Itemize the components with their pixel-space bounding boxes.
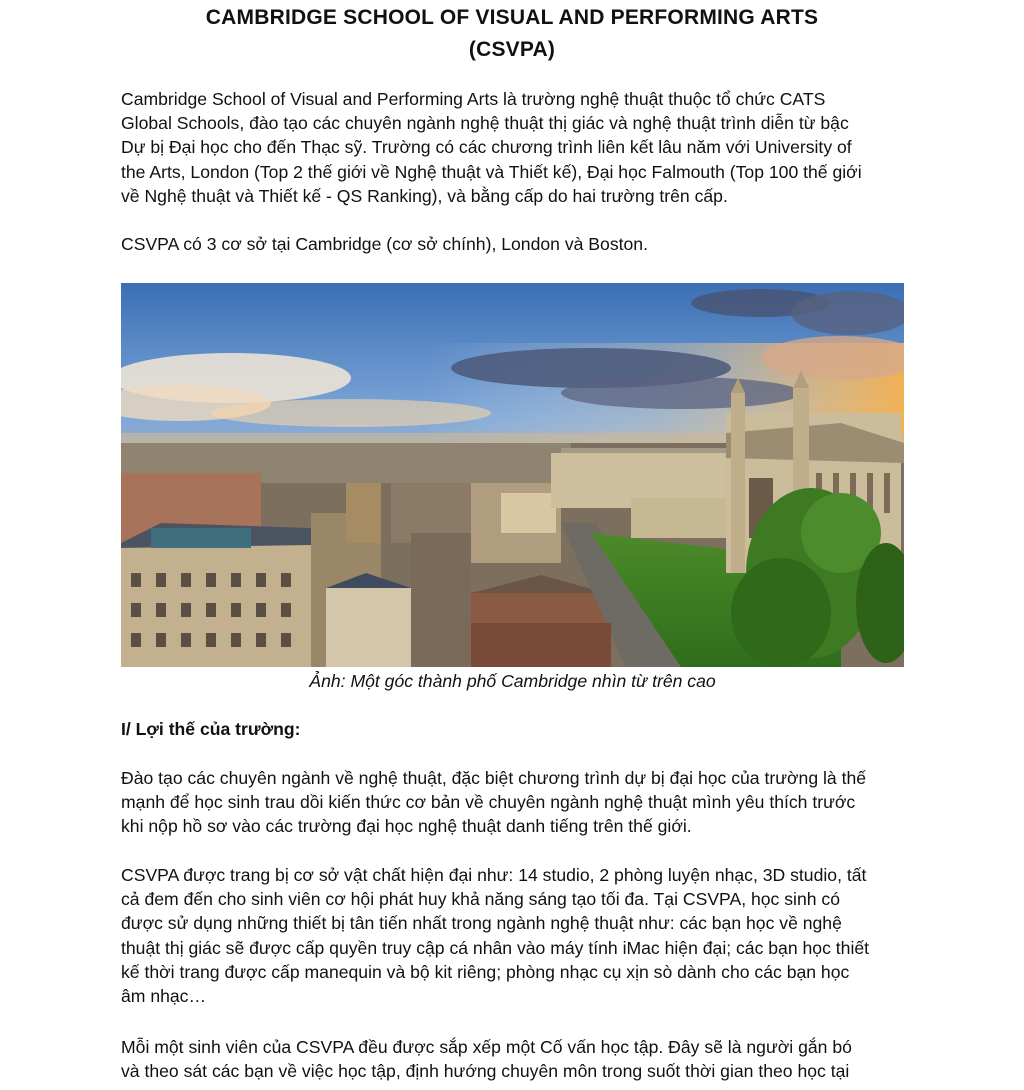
facilities-paragraph	[121, 863, 911, 1008]
text-line: Global Schools, đào tạo các chuyên ngành nghệ thuật thị giác và nghệ thuật trình diễn từ bậc	[121, 113, 849, 134]
text-line: âm nhạc…	[121, 986, 207, 1007]
text-line: thuật thị giác sẽ được cấp quyền truy cập cá nhân vào máy tính iMac hiện đại; các bạn học thiết	[121, 937, 870, 958]
text-line: cả đem đến cho sinh viên cơ hội phát huy khả năng sáng tạo tối đa. Tại CSVPA, học sinh có	[121, 889, 840, 910]
intro-paragraph	[121, 87, 911, 208]
text-line: Mỗi một sinh viên của CSVPA đều được sắp xếp một Cố vấn học tập. Đây sẽ là người gắn bó	[121, 1037, 852, 1057]
text-line: kế thời trang được cấp manequin và bộ kit riêng; phòng nhạc cụ xịn sò dành cho các bạn học	[121, 961, 850, 982]
advantage-paragraph	[121, 766, 911, 839]
cambridge-aerial-photo	[121, 283, 904, 667]
campus-paragraph	[121, 232, 911, 256]
text-line: và theo sát các bạn về việc học tập, định hướng chuyên môn trong suốt thời gian theo học tại	[121, 1061, 850, 1082]
document-title	[0, 2, 1024, 66]
text-line: Đào tạo các chuyên ngành về nghệ thuật, đặc biệt chương trình dự bị đại học của trường là thế	[121, 768, 867, 788]
text-line: Dự bị Đại học cho đến Thạc sỹ. Trường có các chương trình liên kết lâu năm với University of	[121, 137, 852, 158]
advisor-paragraph	[121, 1035, 911, 1083]
section-heading: I/ Lợi thế của trường:	[121, 719, 301, 739]
text-line: CSVPA được trang bị cơ sở vật chất hiện đại như: 14 studio, 2 phòng luyện nhạc, 3D studio, tất	[121, 865, 867, 885]
photo-caption: Ảnh: Một góc thành phố Cambridge nhìn từ trên cao	[309, 671, 716, 691]
text-line: khi nộp hồ sơ vào các trường đại học nghệ thuật danh tiếng trên thế giới.	[121, 816, 692, 837]
text-line: mạnh để học sinh trau dồi kiến thức cơ bản về chuyên ngành nghệ thuật mình yêu thích trước	[121, 792, 856, 813]
text-line: Cambridge School of Visual and Performing Arts là trường nghệ thuật thuộc tổ chức CATS	[121, 89, 826, 109]
text-line: về Nghệ thuật và Thiết kế - QS Ranking), và bằng cấp do hai trường trên cấp.	[121, 185, 728, 206]
title-line: (CSVPA)	[468, 38, 556, 61]
text-line: CSVPA có 3 cơ sở tại Cambridge (cơ sở chính), London và Boston.	[121, 234, 648, 254]
text-line: được sử dụng những thiết bị tân tiến nhất trong ngành nghệ thuật như: các bạn học về nghệ	[121, 913, 842, 934]
text-line: the Arts, London (Top 2 thế giới về Nghệ thuật và Thiết kế), Đại học Falmouth (Top 100 thế giới	[121, 161, 862, 182]
title-line: CAMBRIDGE SCHOOL OF VISUAL AND PERFORMING ARTS	[205, 6, 819, 29]
